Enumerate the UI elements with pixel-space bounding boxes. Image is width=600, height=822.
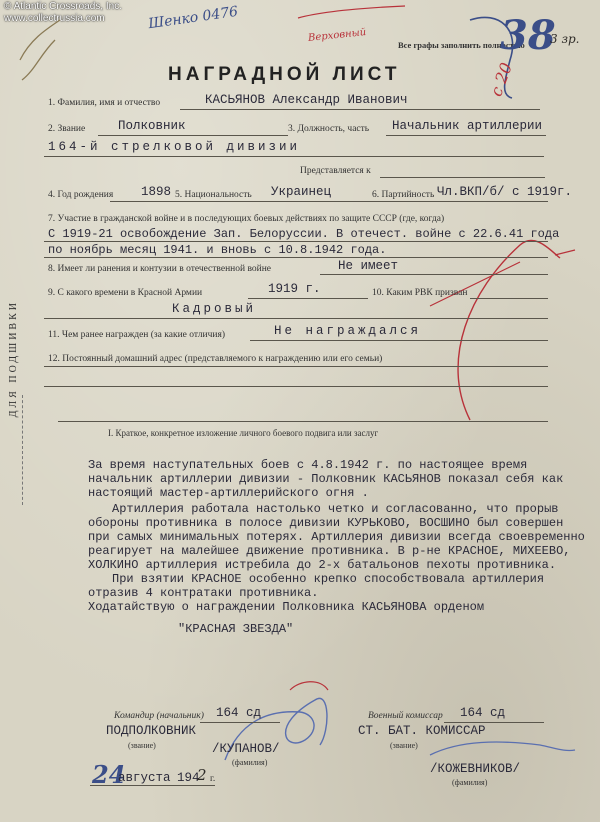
commissar-familiya-caption: (фамилия) [452,778,488,787]
field-9-value: 1919 г. [268,282,321,296]
red-note: Верховный [307,26,367,45]
body-line-3: настоящий мастер-артиллерийского огня . [88,486,369,500]
presented-line [380,177,545,178]
date-line [90,785,215,786]
red-side-stamp: с 20 [486,60,517,99]
red-scribble-top [298,6,405,18]
document-title: НАГРАДНОЙ ЛИСТ [168,64,401,85]
commissar-name: /КОЖЕВНИКОВ/ [430,762,521,776]
body-line-9: При взятии КРАСНОЕ особенно крепко способствовала артиллерия [112,572,545,586]
field-4-label: 4. Год рождения [48,190,114,200]
date-suffix: г. [210,774,216,784]
commander-familiya-caption: (фамилия) [232,758,268,767]
commander-name: /КУПАНОВ/ [212,742,280,756]
field-10-label: 10. Каким РВК призван [372,288,468,298]
field-7-line-1: С 1919-21 освобождение Зап. Белоруссии. В отечест. войне с 22.6.41 года [48,227,560,241]
date-year-prefix: 194 [177,771,200,785]
stamp-suffix: 3 зр. [550,32,580,46]
binding-dash [22,395,24,505]
watermark-line-1: © Atlantic Crossroads, Inc. [4,1,122,12]
red-signature-mark [290,682,328,690]
commander-unit: 164 сд [216,706,262,720]
field-4-value: 1898 [141,185,172,199]
field-1-line [180,109,540,110]
field-12-line [44,366,548,367]
commander-label: Командир (начальник) [114,711,204,721]
field-9-label: 9. С какого времени в Красной Армии [48,288,203,298]
watermark-line-2: www.collectrussia.com [4,13,105,24]
field-11-value: Не награждался [274,324,422,338]
field-12-line-2 [44,386,548,387]
date-month: августа [118,771,171,785]
petition-text: Ходатайствую о награждении Полковника КАСЬЯНОВА орденом [88,600,485,614]
body-line-7: реагирует на малейшее движение противника. В р-не КРАСНОЕ, МИХЕЕВО, [88,544,571,558]
pencil-scribble [20,20,60,80]
field-3-value-2: 164-й стрелковой дивизии [48,140,301,154]
commissar-label: Военный комиссар [368,711,443,721]
date-year-digit: 2 [197,766,207,784]
body-line-10: отразив 4 контратаки противника. [88,586,319,600]
commissar-rank: СТ. БАТ. КОМИССАР [358,724,486,738]
commissar-unit: 164 сд [460,706,506,720]
field-11-label: 11. Чем ранее награжден (за какие отличия) [48,330,226,340]
section-heading: I. Краткое, конкретное изложение личного боевого подвига или заслуг [108,428,379,438]
fill-all-note: Все графы заполнить полностью [398,40,525,50]
field-8-value: Не имеет [338,259,399,273]
field-5-label: 5. Национальность [175,190,252,200]
field-8-label: 8. Имеет ли ранения и контузии в отечественной войне [48,264,272,274]
commander-unit-line [200,722,280,723]
field-7-line-2: по ноябрь месяц 1941. и вновь с 10.8.1942 года. [48,243,387,257]
corner-handwriting: Шенко 0476 [147,3,240,33]
date-day: 24 [92,760,126,789]
field-2-value: Полковник [118,119,186,133]
field-7-label: 7. Участие в гражданской войне и в последующих боевых действиях по защите СССР (где, когда) [48,214,445,224]
body-line-4: Артиллерия работала настолько четко и согласованно, что прорыв [112,502,559,516]
field-12-label: 12. Постоянный домашний адрес (представляемого к награждению или его семьи) [48,354,383,364]
field-1-label: 1. Фамилия, имя и отчество [48,98,161,108]
body-line-5: обороны противника в полосе дивизии КУРЬКОВО, ВОСШИНО был совершен [88,516,564,530]
field-8-line [320,274,548,275]
field-10-value: Кадровый [172,302,257,316]
stamp-number: 38 [500,12,556,59]
field-6-label: 6. Партийность [372,190,435,200]
field-9-line [248,298,368,299]
presented-label: Представляется к [300,166,371,176]
field-11-line [250,340,548,341]
order-name: "КРАСНАЯ ЗВЕЗДА" [178,622,294,636]
field-3-label: 3. Должность, часть [288,124,370,134]
field-2-label: 2. Звание [48,124,86,134]
side-binding-text: ДЛЯ ПОДШИВКИ [8,300,19,418]
commissar-zvanie-caption: (звание) [390,741,418,750]
body-line-6: при самых минимальных потерях. Артиллерия дивизии всегда своевременно [88,530,585,544]
field-5-value: Украинец [271,185,332,199]
field-4-6-line [110,201,548,202]
body-line-2: начальник артиллерии дивизии - Полковник КАСЬЯНОВ показал себя как [88,472,564,486]
commissar-unit-line [444,722,544,723]
section-divider [58,421,548,422]
field-7-rule-2 [44,257,548,258]
commander-rank: ПОДПОЛКОВНИК [106,724,197,738]
body-line-8: ХОЛКИНО артиллерия истребила до 2-х батальонов пехоты противника. [88,558,557,572]
field-10-line-2 [44,318,548,319]
field-10-line [470,298,548,299]
field-6-value: Чл.ВКП/б/ с 1919г. [437,185,573,199]
field-7-rule-1 [44,241,548,242]
field-3-value: Начальник артиллерии [392,119,543,133]
body-line-1: За время наступательных боев с 4.8.1942 г. по настоящее время [88,458,528,472]
commissar-signature [430,742,575,755]
field-3-line [386,135,546,136]
field-2-line [98,135,288,136]
field-3-line-2 [44,156,544,157]
commander-zvanie-caption: (звание) [128,741,156,750]
field-1-value: КАСЬЯНОВ Александр Иванович [205,93,408,107]
